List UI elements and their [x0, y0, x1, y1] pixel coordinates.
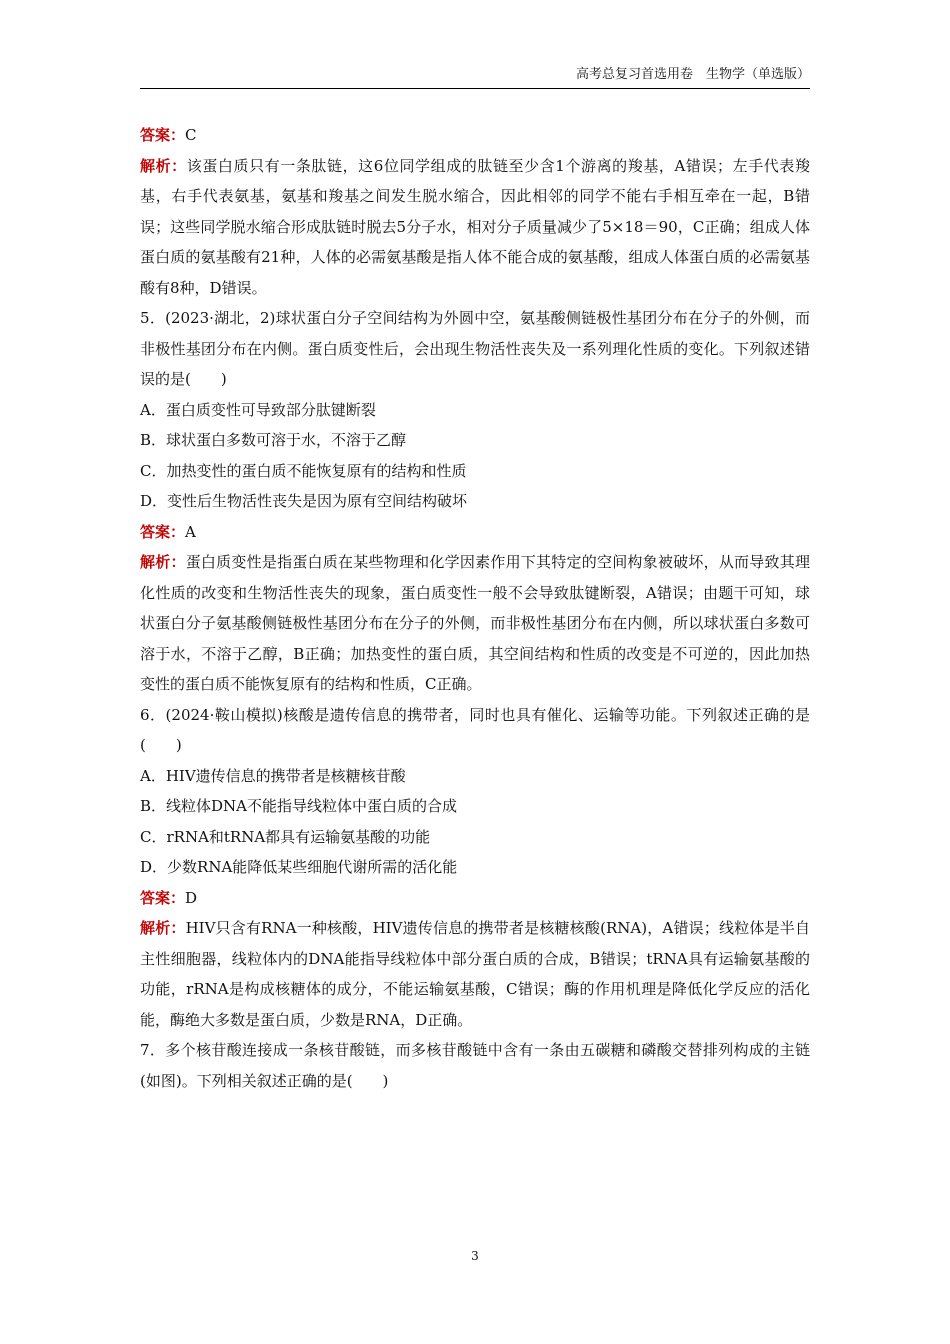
answer-value: D [185, 888, 198, 907]
option-b: B．球状蛋白多数可溶于水，不溶于乙醇 [140, 431, 407, 449]
answer-label: 答案： [140, 522, 186, 541]
analysis-label: 解析： [140, 919, 186, 937]
analysis-paragraph [140, 913, 810, 1035]
analysis-text: 该蛋白质只有一条肽链，这6位同学组成的肽链至少含1个游离的羧基，A错误；左手代表羧基，右手代表氨基，氨基和羧基之间发生脱水缩合，因此相邻的同学不能右手相互牵在一起，B错误；这些同学脱水缩合形成肽链时脱去5分子水，相对分子质量减少了5×18＝90，C正确；组成人体蛋白质的氨基酸有21种，人体的必需氨基酸是指人体不能合成的氨基酸，组成人体蛋白质的必需氨基酸有8种，D错误。 [140, 156, 810, 297]
answer-label: 答案： [140, 126, 186, 144]
analysis-label: 解析： [140, 156, 187, 175]
answer-value: C [185, 126, 197, 144]
page-number: 3 [471, 1249, 479, 1263]
analysis-paragraph [140, 151, 810, 304]
answer-line [140, 517, 810, 548]
answer-line [140, 883, 810, 914]
option-c: C．rRNA和tRNA都具有运输氨基酸的功能 [140, 827, 431, 846]
analysis-text: 蛋白质变性是指蛋白质在某些物理和化学因素作用下其特定的空间构象被破坏，从而导致其理化性质的改变和生物活性丧失的现象，蛋白质变性一般不会导致肽键断裂，A错误；由题干可知，球状蛋白分子氨基酸侧链极性基团分布在分子的外侧，而非极性基团分布在内侧，所以球状蛋白多数可溶于水，不溶于乙醇，B正确；加热变性的蛋白质，其空间结构和性质的改变是不可逆的，因此加热变性的蛋白质不能恢复原有的结构和性质，C正确。 [140, 553, 810, 693]
page-header [140, 66, 810, 89]
answer-label: 答案： [140, 888, 186, 907]
analysis-paragraph [140, 547, 810, 700]
answer-value: A [185, 522, 196, 541]
question-stem: 7．多个核苷酸连接成一条核苷酸链，而多核苷酸链中含有一条由五碳糖和磷酸交替排列构成的主链(如图)。下列相关叙述正确的是( ) [140, 1041, 810, 1090]
option-d: D．变性后生物活性丧失是因为原有空间结构破坏 [140, 492, 468, 510]
option-a: A．HIV遗传信息的携带者是核糖核苷酸 [140, 766, 406, 785]
question-stem: 6．(2024·鞍山模拟)核酸是遗传信息的携带者，同时也具有催化、运输等功能。下列叙述正确的是( ) [140, 705, 810, 754]
analysis-text: HIV只含有RNA一种核酸，HIV遗传信息的携带者是核糖核酸(RNA)，A错误；线粒体是半自主性细胞器，线粒体内的DNA能指导线粒体中部分蛋白质的合成，B错误；tRNA具有运输氨基酸的功能，rRNA是构成核糖体的成分，不能运输氨基酸，C错误；酶的作用机理是降低化学反应的活化能，酶绝大多数是蛋白质，少数是RNA，D正确。 [140, 919, 810, 1029]
answer-line [140, 120, 810, 151]
header-title: 高考总复习首选用卷 生物学（单选版） [575, 67, 810, 82]
question-stem: 5．(2023·湖北，2)球状蛋白分子空间结构为外圆中空，氨基酸侧链极性基团分布在分子的外侧，而非极性基团分布在内侧。蛋白质变性后，会出现生物活性丧失及一系列理化性质的变化。下列叙述错误的是( ) [140, 309, 810, 388]
option-c: C．加热变性的蛋白质不能恢复原有的结构和性质 [140, 461, 467, 480]
option-a: A．蛋白质变性可导致部分肽键断裂 [140, 400, 376, 419]
analysis-label: 解析： [140, 553, 186, 571]
option-d: D．少数RNA能降低某些细胞代谢所需的活化能 [140, 858, 458, 876]
page-content [140, 120, 810, 1096]
option-b: B．线粒体DNA不能指导线粒体中蛋白质的合成 [140, 797, 458, 815]
